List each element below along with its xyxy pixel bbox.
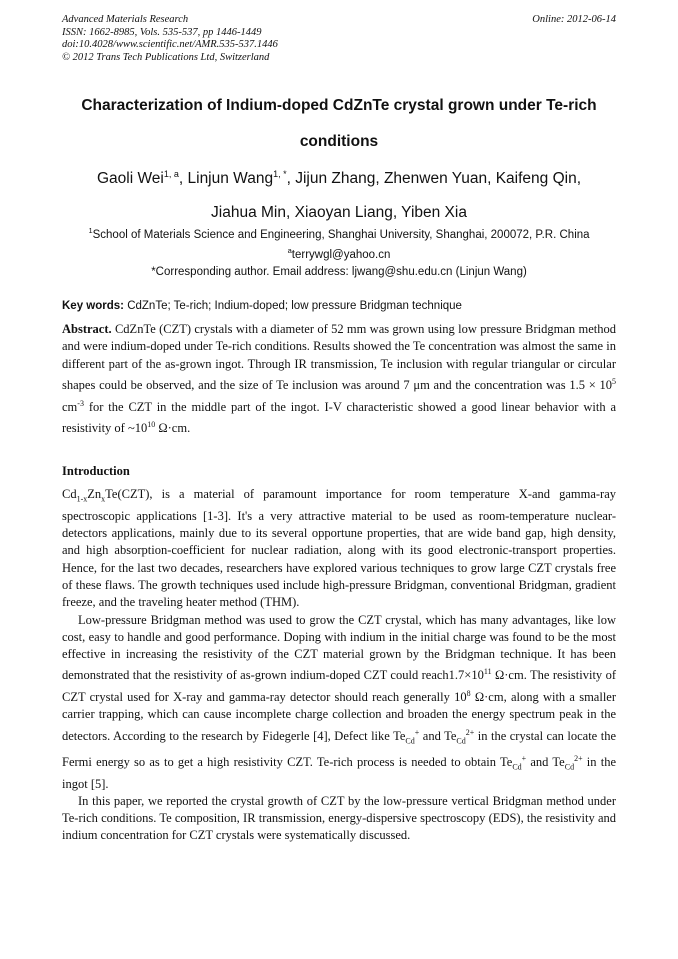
para-text: Cd bbox=[62, 487, 77, 501]
corresponding-author: *Corresponding author. Email address: ljwang@shu.edu.cn (Linjun Wang) bbox=[151, 265, 527, 278]
keywords bbox=[62, 298, 616, 314]
author-name: Linjun Wang bbox=[187, 170, 274, 188]
abstract-text: cm bbox=[62, 399, 78, 414]
author-list bbox=[62, 157, 616, 230]
affiliations bbox=[62, 223, 616, 280]
para-subscript: Cd bbox=[456, 736, 466, 746]
author-superscript: 1, a bbox=[163, 169, 179, 179]
journal-doi: doi:10.4028/www.scientific.net/AMR.535-537.1446 bbox=[62, 39, 278, 50]
journal-name: Advanced Materials Research bbox=[62, 14, 189, 25]
para-text: and Te bbox=[419, 728, 457, 743]
para-text: Te(CZT), is a material of paramount importance for room temperature X-and gamma-ray spectroscopic applications [1-3]. It's a very attractive material to be used as room-temperature nuclear-detectors applications, mainly due to its several opportune properties, that are wide band gap, high density, and high absorption-coefficient for nuclear radiation, along with its good electronic-transport properties. Hence, for the last two decades, researchers have explored various techniques to grow large CZT crystals free of these flaws. The growth techniques used include high-pressure Bridgman, conventional Bridgman, gradient freeze, and the traveling heater method (THM). bbox=[62, 487, 616, 610]
author-names: , Jijun Zhang, Zhenwen Yuan, Kaifeng Qin, bbox=[286, 170, 582, 188]
intro-paragraph-3: In this paper, we reported the crystal growth of CZT by the low-pressure vertical Bridgman method under Te-rich conditions. Te composition, IR transmission, energy-dispersive spectroscopy (EDS), the resistivity and indium concentration for CZT crystals were systematically discussed. bbox=[62, 793, 616, 843]
abstract-superscript: -3 bbox=[77, 398, 84, 408]
para-text: Low-pressure Bridgman method was used to grow the CZT crystal, which has many advantages, like low cost, easy to handle and good performance. Doping with indium in the initial charge was found to be the most effective in increasing the resistivity of the CZT material grown by the Bridgman technique. It has been demonstrated that the resistivity of as-grown indium-doped CZT could reach1.7×10 bbox=[62, 612, 616, 683]
para-superscript: 8 bbox=[466, 688, 471, 698]
keywords-label: Key words: bbox=[62, 300, 124, 312]
para-subscript: Cd bbox=[564, 762, 575, 772]
author-separator: , bbox=[178, 170, 188, 188]
email-marker: a bbox=[287, 246, 292, 256]
journal-header bbox=[62, 14, 616, 64]
para-subscript: 1-x bbox=[76, 494, 88, 504]
intro-paragraph-2 bbox=[62, 612, 616, 793]
para-subscript: Cd bbox=[405, 736, 415, 746]
abstract-text: Ω·cm. bbox=[155, 421, 191, 436]
paper-title-line-2: conditions bbox=[299, 133, 379, 150]
para-superscript: + bbox=[414, 727, 420, 737]
email-text: terrywgl@yahoo.cn bbox=[291, 249, 391, 262]
section-heading-introduction: Introduction bbox=[62, 464, 130, 478]
author-superscript: 1, * bbox=[273, 169, 287, 179]
online-date: Online: 2012-06-14 bbox=[532, 14, 616, 25]
para-text: Ω·cm, along with a smaller carrier trapping, which can cause incomplete charge collection and broaden the energy spectrum peak in the detectors. According to the research by Fidegerle [4], Defect like Te bbox=[62, 690, 616, 743]
journal-issn: ISSN: 1662-8985, Vols. 535-537, pp 1446-1449 bbox=[62, 26, 262, 38]
introduction-body bbox=[62, 486, 616, 845]
affiliation-marker: 1 bbox=[88, 226, 93, 235]
para-superscript: 11 bbox=[483, 667, 492, 677]
author-name: Gaoli Wei bbox=[96, 170, 164, 188]
para-superscript: 2+ bbox=[574, 753, 583, 763]
abstract-text: for the CZT in the middle part of the ingot. I-V characteristic showed a good linear behavior with a resistivity of ~10 bbox=[62, 399, 616, 436]
intro-paragraph-1 bbox=[62, 486, 616, 612]
abstract bbox=[62, 321, 616, 438]
affiliation-text: School of Materials Science and Engineering, Shanghai University, Shanghai, 200072, P.R. China bbox=[92, 228, 590, 241]
para-text: Ω·cm. The resistivity of CZT crystal used for X-ray and gamma-ray detector should reach generally 10 bbox=[62, 668, 616, 705]
para-subscript: Cd bbox=[512, 762, 522, 772]
affiliation-school bbox=[62, 223, 616, 243]
abstract-superscript: 5 bbox=[612, 377, 616, 387]
keywords-text: CdZnTe; Te-rich; Indium-doped; low pressure Bridgman technique bbox=[124, 300, 462, 312]
para-subscript: x bbox=[101, 494, 106, 504]
abstract-label: Abstract. bbox=[62, 322, 112, 336]
para-text: in the crystal can locate the Fermi energy so as to get a high resistivity CZT. Te-rich process is needed to obtain Te bbox=[62, 728, 616, 769]
paper-title-line-1: Characterization of Indium-doped CdZnTe crystal grown under Te-rich bbox=[81, 97, 597, 114]
author-line-1 bbox=[62, 157, 616, 196]
abstract-text: CdZnTe (CZT) crystals with a diameter of 52 mm was grown using low pressure Bridgman method and were indium-doped under Te-rich conditions. Results showed the Te concentration was almost the same in different part of the as-grown ingot. Through IR transmission, Te inclusion with regular triangular or circular shapes could be observed, and the size of Te inclusion was around 7 μm and the concentration was 1.5 × 10 bbox=[62, 322, 616, 393]
abstract-superscript: 10 bbox=[147, 420, 156, 430]
para-superscript: + bbox=[521, 753, 527, 763]
journal-copyright: © 2012 Trans Tech Publications Ltd, Switzerland bbox=[62, 51, 270, 63]
para-text: Zn bbox=[87, 487, 102, 501]
para-text: in the ingot [5]. bbox=[62, 754, 617, 791]
para-text: and Te bbox=[526, 754, 565, 769]
author-line-2: Jiahua Min, Xiaoyan Liang, Yiben Xia bbox=[211, 204, 467, 222]
para-superscript: 2+ bbox=[465, 727, 475, 737]
paper-title bbox=[62, 88, 616, 160]
affiliation-email bbox=[62, 243, 616, 263]
